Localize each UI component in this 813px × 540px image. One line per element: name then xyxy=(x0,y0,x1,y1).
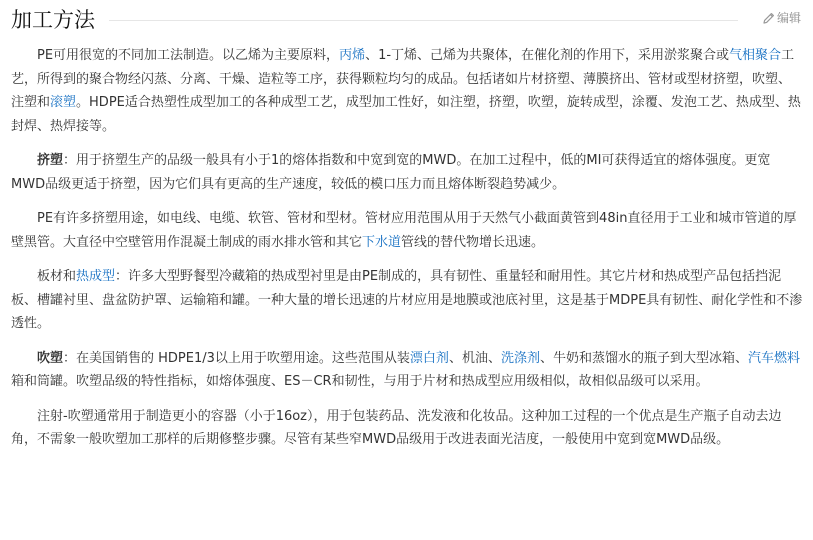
paragraph-text: PE可用很宽的不同加工法制造。以乙烯为主要原料， xyxy=(37,48,340,63)
paragraph-text: 、机油、 xyxy=(448,350,501,366)
section-header xyxy=(0,0,813,40)
paragraph-text: 管线的替代物增长迅速。 xyxy=(401,234,545,250)
inline-link[interactable]: 下水道 xyxy=(362,234,402,250)
edit-label: 编辑 xyxy=(776,11,801,25)
title-divider xyxy=(109,20,738,21)
inline-link[interactable]: 热成型 xyxy=(76,269,116,284)
inline-link[interactable]: 洗涤剂 xyxy=(500,350,540,366)
paragraph-text: 板材和 xyxy=(37,269,77,284)
paragraph xyxy=(11,44,803,138)
paragraph xyxy=(11,149,803,196)
paragraph-text: ：许多大型野餐型冷藏箱的热成型衬里是由PE制成的，具有韧性、重量轻和耐用性。其它片材和热成型产品包括挡泥板、槽罐衬里、盘盆防护罩、运输箱和罐。一种大量的增长迅速的片材应用是地膜或池底衬里，这是基于MDPE具有韧性、耐化学性和不渗透性。 xyxy=(11,269,803,331)
paragraph-text: 注射-吹塑通常用于制造更小的容器（小于16oz），用于包装药品、洗发液和化妆品。这种加工过程的一个优点是生产瓶子自动去边角，不需象一般吹塑加工那样的后期修整步骤。尽管有某些窄MWD品级用于改进表面光洁度，一般使用中宽到宽MWD品级。 xyxy=(11,408,782,447)
paragraph xyxy=(11,405,803,452)
paragraph-text: ：在美国销售的 HDPE1/3以上用于吹塑用途。这些范围从装 xyxy=(63,350,410,366)
inline-link[interactable]: 汽车燃料 xyxy=(747,350,800,366)
inline-link[interactable]: 滚塑 xyxy=(50,95,77,110)
inline-link[interactable]: 丙烯 xyxy=(339,48,366,63)
paragraph xyxy=(11,265,803,336)
paragraph xyxy=(11,347,803,394)
article-body xyxy=(11,44,803,463)
paragraph-text: PE有许多挤塑用途，如电线、电缆、软管、管材和型材。管材应用范围从用于天然气小截面黄管到48in直径用于工业和城市管道的厚壁黑管。大直径中空壁管用作混凝土制成的雨水排水管和其它 xyxy=(11,211,797,250)
section-title: 加工方法 xyxy=(11,8,95,32)
pencil-icon xyxy=(763,12,775,24)
paragraph-text: ：用于挤塑生产的品级一般具有小于1的熔体指数和中宽到宽的MWD。在加工过程中，低的MI可获得适宜的熔体强度。更宽MWD品级更适于挤塑，因为它们具有更高的生产速度，较低的模口压力而且熔体断裂趋势减少。 xyxy=(11,153,771,192)
edit-button[interactable] xyxy=(763,10,801,26)
paragraph-text: 箱和筒罐。吹塑品级的特性指标，如熔体强度、ES－CR和韧性，与用于片材和热成型应用级相似，故相似品级可以采用。 xyxy=(11,374,709,389)
paragraph-text: 、牛奶和蒸馏水的瓶子到大型冰箱、 xyxy=(539,350,748,366)
paragraph-heading: 吹塑 xyxy=(37,350,64,366)
paragraph-text: 。HDPE适合热塑性成型加工的各种成型工艺，成型加工性好，如注塑，挤塑，吹塑，旋转成型，涂覆、发泡工艺、热成型、热封焊、热焊接等。 xyxy=(11,95,801,134)
inline-link[interactable]: 气相聚合 xyxy=(729,48,782,63)
paragraph-text: 工艺，所得到的聚合物经闪蒸、分离、干燥、造粒等工序，获得颗粒均匀的成品。包括诸如片材挤塑、薄膜挤出、管材或型材挤塑，吹塑、注塑和 xyxy=(11,48,795,110)
paragraph-heading: 挤塑 xyxy=(37,153,64,168)
paragraph-text: 、1-丁烯、己烯为共聚体，在催化剂的作用下，采用淤浆聚合或 xyxy=(365,48,730,63)
paragraph xyxy=(11,207,803,254)
inline-link[interactable]: 漂白剂 xyxy=(409,350,449,366)
